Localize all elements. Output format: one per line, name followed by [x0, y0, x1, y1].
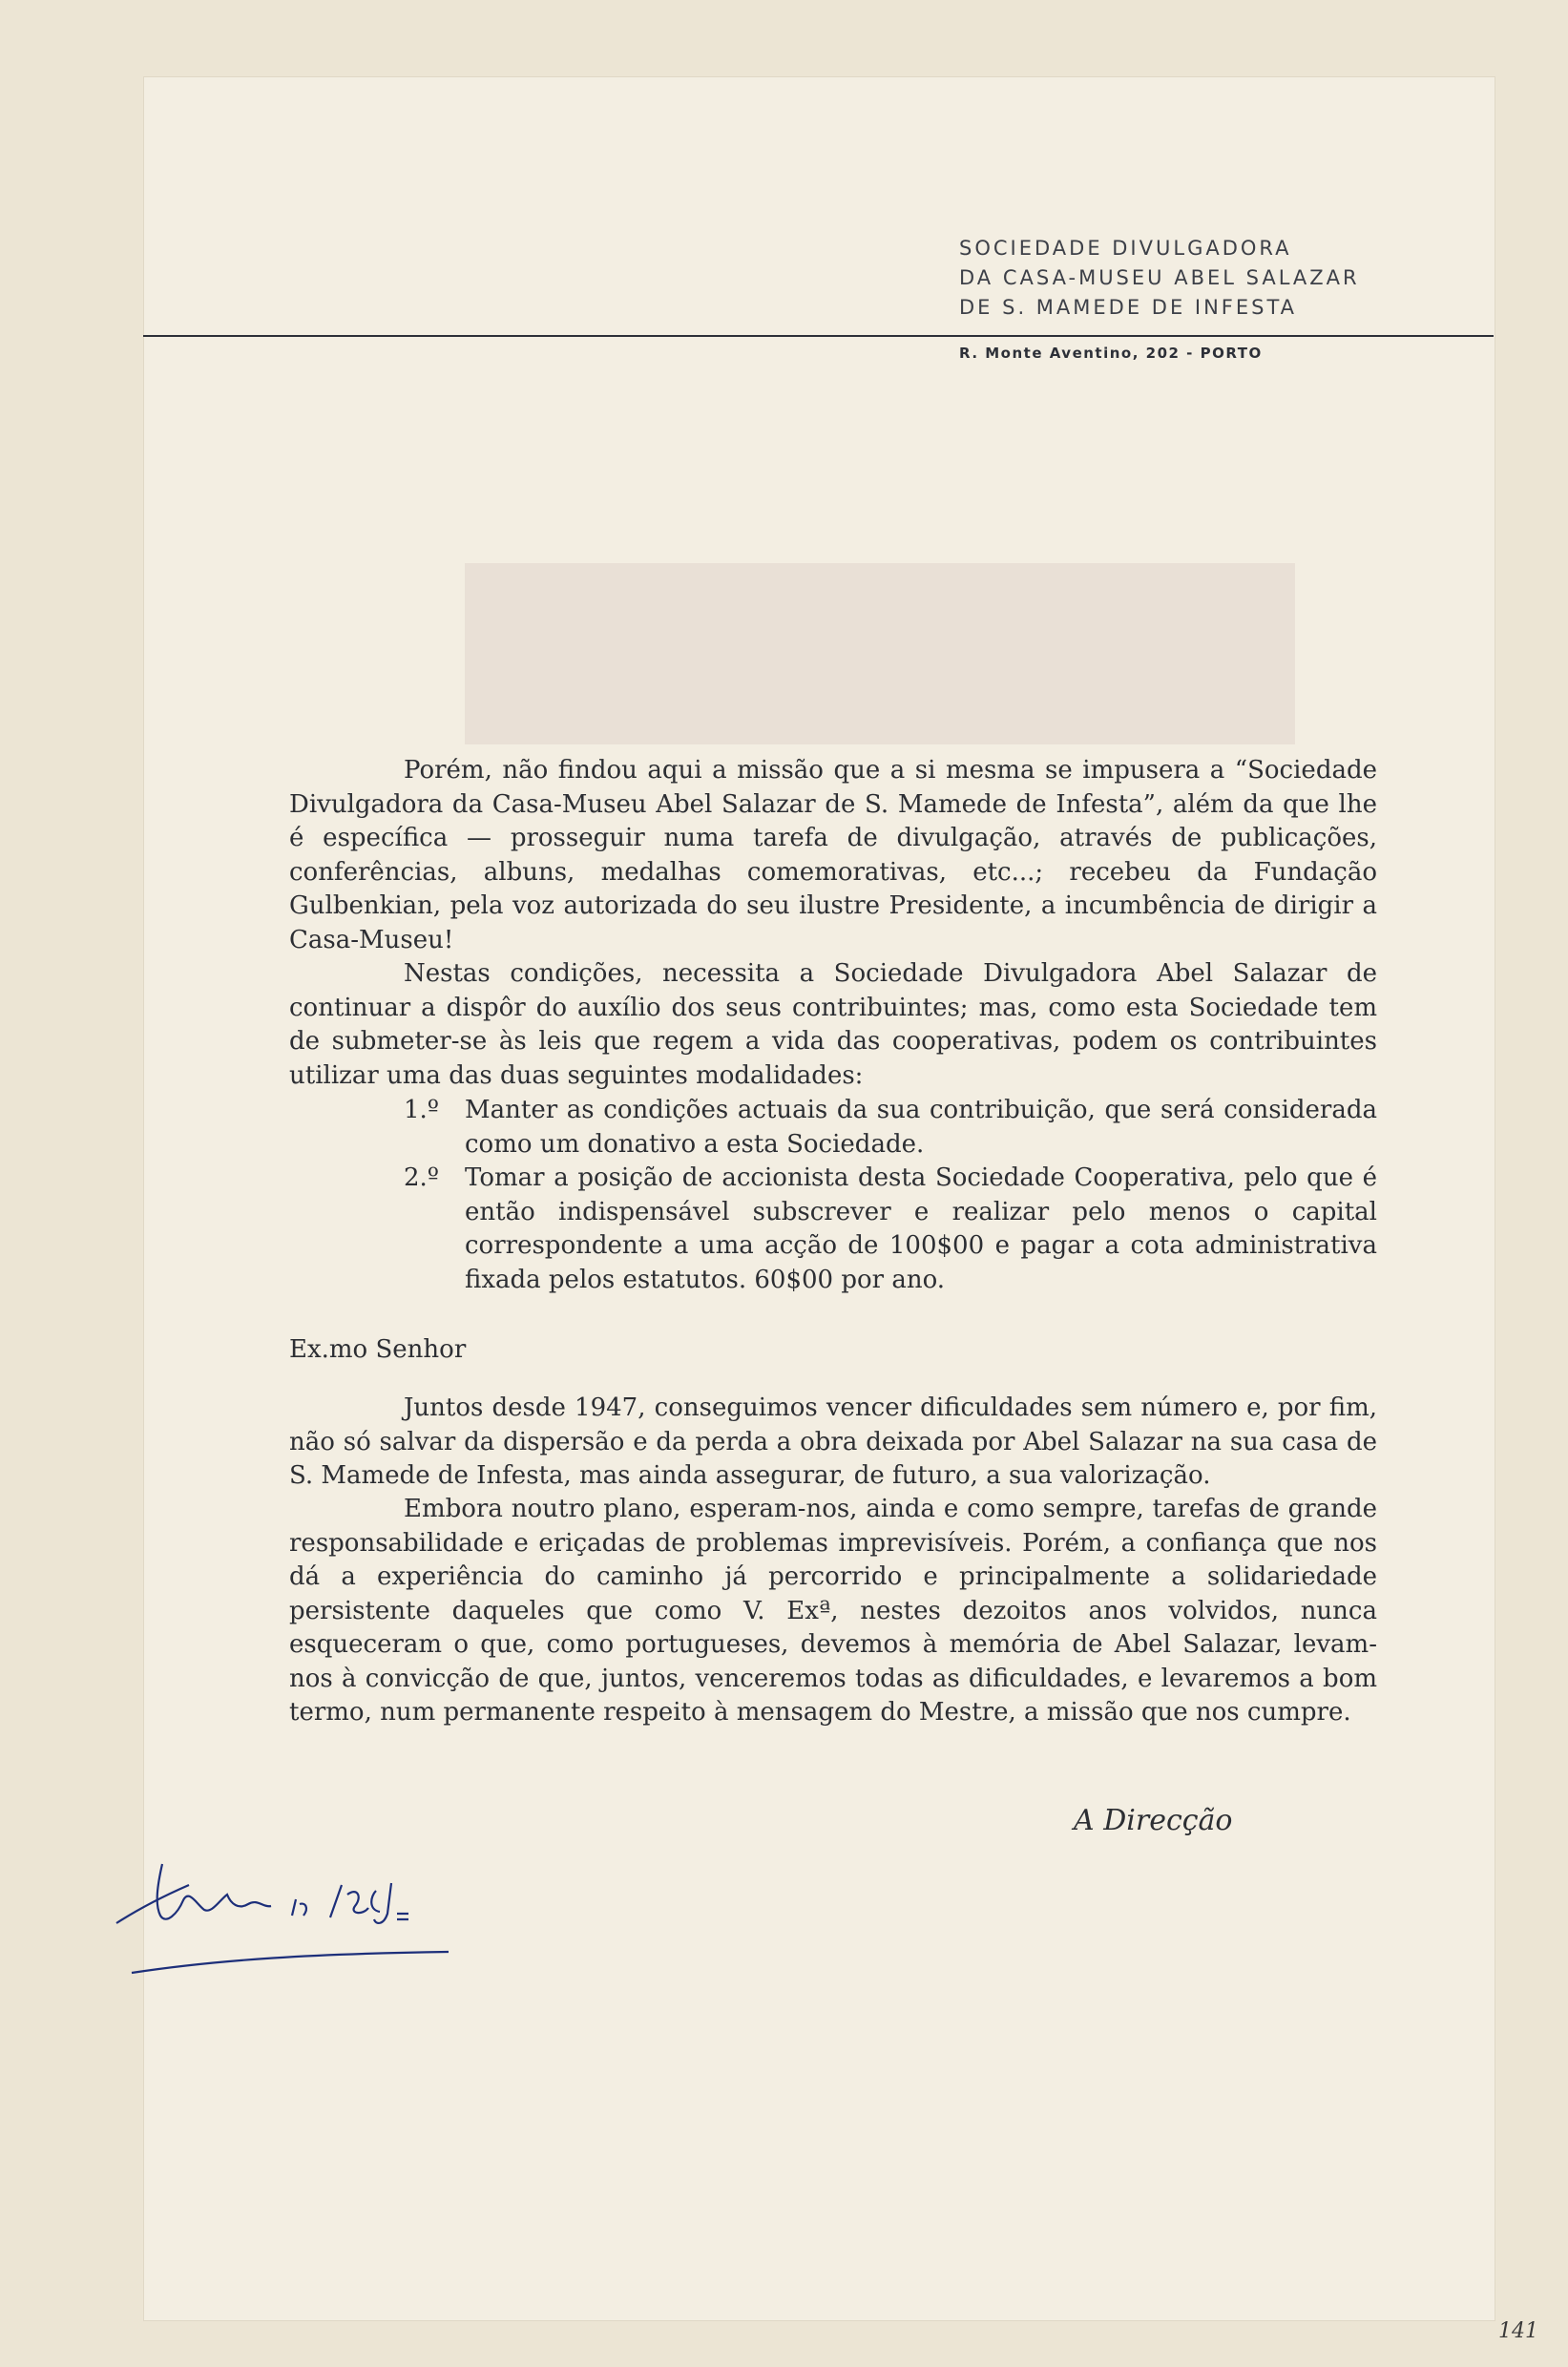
show-through-bleed — [465, 563, 1295, 744]
handwritten-note-text: Setembro de 1965 — [105, 2016, 123, 2018]
handwritten-date-note — [105, 1847, 468, 2019]
option-text: Tomar a posição de accionista desta Sociedade Cooperativa, pelo que é então indispensável subscrever e realizar pelo menos o capital correspondente a uma acção de 100$00 e pagar a cota administrativa fixada pelos estatutos. 60$00 por ano. — [465, 1163, 1377, 1294]
org-line: DE S. MAMEDE DE INFESTA — [959, 296, 1298, 319]
letterhead-organization — [959, 234, 1360, 323]
signature-direccao: A Direcção — [1074, 1804, 1233, 1837]
paragraph-conditions: Nestas condições, necessita a Sociedade Divulgadora Abel Salazar de continuar a dispôr do auxílio dos seus contribuintes; mas, como esta Sociedade tem de submeter-se às leis que regem a vida das cooperativas, podem os contribuintes utilizar uma das duas seguintes modalidades: — [289, 959, 1377, 1090]
letterhead-rule — [143, 335, 1494, 337]
org-line: SOCIEDADE DIVULGADORA — [959, 237, 1292, 260]
option-number: 2.º — [404, 1163, 440, 1192]
option-text: Manter as condições actuais da sua contribuição, que será considerada como um donativo a esta Sociedade. — [465, 1096, 1377, 1159]
paragraph-history: Juntos desde 1947, conseguimos vencer dificuldades sem número e, por fim, não só salvar da dispersão e da perda a obra deixada por Abel Salazar na sua casa de S. Mamede de Infesta, mas ainda assegurar, de futuro, a sua valorização. — [289, 1393, 1377, 1490]
page-number: 141 — [1498, 2319, 1538, 2343]
paragraph-future: Embora noutro plano, esperam-nos, ainda e como sempre, tarefas de grande responsabilidade e eriçadas de problemas imprevisíveis. Porém, a confiança que nos dá a experiência do caminho já percorrido e principalmente a solidariedade persistente daqueles que como V. Exª, nestes dezoitos anos volvidos, nunca esqueceram o que, como portugueses, devemos à memória de Abel Salazar, levam-nos à convicção de que, juntos, venceremos todas as dificuldades, e levaremos a bom termo, num permanente respeito à mensagem do Mestre, a missão que nos cumpre. — [289, 1495, 1377, 1727]
paragraph-mission: Porém, não findou aqui a missão que a si mesma se impusera a “Sociedade Divulgadora da Casa-Museu Abel Salazar de S. Mamede de Infesta”, além da que lhe é específica — prosseguir numa tarefa de divulgação, através de publicações, conferências, albuns, medalhas comemorativas, etc...; recebeu da Fundação Gulbenkian, pela voz autorizada do seu ilustre Presidente, a incumbência de dirigir a Casa-Museu! — [289, 756, 1377, 954]
org-line: DA CASA-MUSEU ABEL SALAZAR — [959, 266, 1360, 289]
salutation: Ex.mo Senhor — [289, 1335, 467, 1364]
letterhead-address: R. Monte Aventino, 202 - PORTO — [959, 345, 1263, 362]
option-number: 1.º — [404, 1096, 440, 1124]
